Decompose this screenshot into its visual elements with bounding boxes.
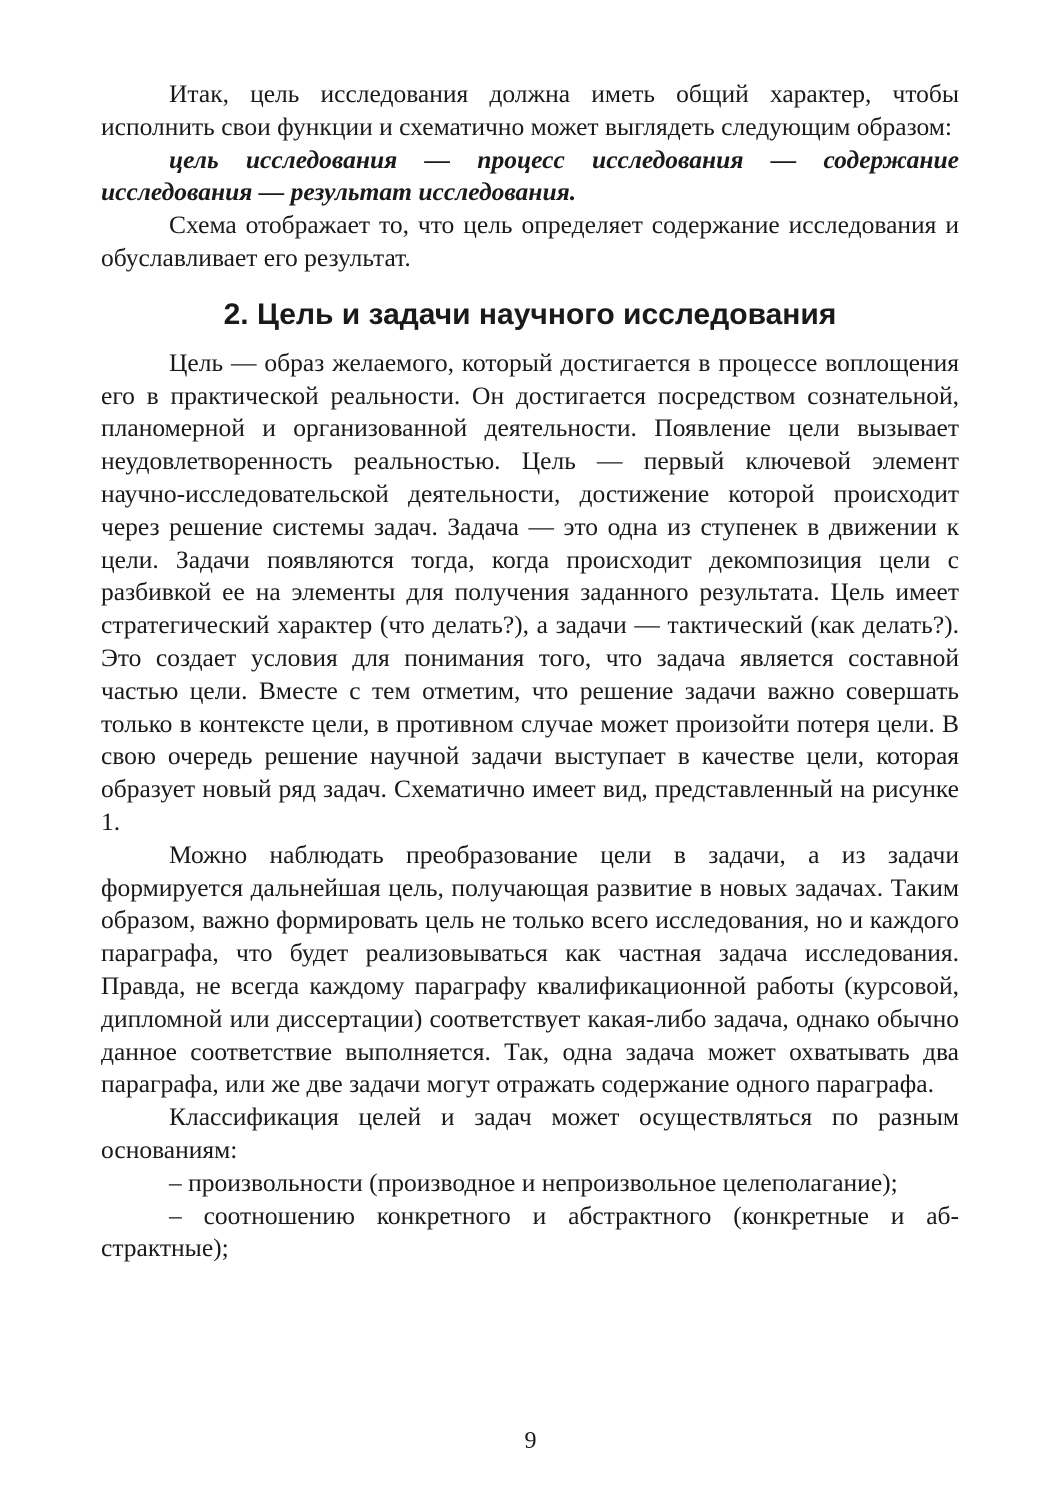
page-number: 9 [524,1428,537,1454]
classification-list-item: – соотношению конкретного и абстрактного (конкретные и абстрактные); [101,1200,959,1263]
section-heading: 2. Цель и задачи научного исследования [223,297,837,331]
classification-list-item: – произвольности (производное и непроизвольное целеполагание); [169,1167,898,1197]
intro-paragraph-2: Схема отображает то, что цель определяет содержание исследования и обуславливает его результат. [101,210,959,272]
section-paragraph-2: Можно наблюдать преобразование цели в задачи, а из задачи формируется дальнейшая цель, получающая развитие в новых задачах. Таким образом, важно формировать цель не только всего исследования, но и каждого параграфа, что будет реализовываться как частная задача исследования. Правда, не всегда каждому параграфу квалификационной работы (курсовой, дипломной или диссертации) соответствует какая-либо задача, однако обычно данное соответствие выполняется. Так, одна задача может охватывать два параграфа, или же две задачи могут отражать содержание одного параграфа. [101,839,959,1099]
section-paragraph-3: Классификация целей и задач может осуществляться по разным основаниям: [101,1102,959,1164]
research-scheme-formula: цель исследования — процесс исследования — содержание исследования — результат исследования. [101,144,959,207]
intro-paragraph-1: Итак, цель исследования должна иметь общий характер, чтобы исполнить свои функции и схематично может выглядеть следующим образом: [101,79,959,141]
page-body [101,78,959,1265]
section-paragraph-1: Цель — образ желаемого, который достигается в процессе воплощения его в практической реальности. Он достигается посредством сознательной, планомерной и организованной деятельности. Появление цели вызывает неудовлетворенность реальностью. Цель — первый ключевой элемент научно-исследовательской деятельности, достижение которой происходит через решение системы задач. Задача — это одна из ступенек в движении к цели. Задачи появляются тогда, когда происходит декомпозиция цели с разбивкой ее на элементы для получения заданного результата. Цель имеет стратегический характер (что делать?), а задачи — тактический (как делать?). Это создает условия для понимания того, что задача является составной частью цели. Вместе с тем отметим, что решение задачи важно совершать только в контексте цели, в противном случае может произойти потеря цели. В свою очередь решение научной задачи выступает в качестве цели, которая образует новый ряд задач. Схематично имеет вид, представленный на рисунке 1. [101,347,959,836]
